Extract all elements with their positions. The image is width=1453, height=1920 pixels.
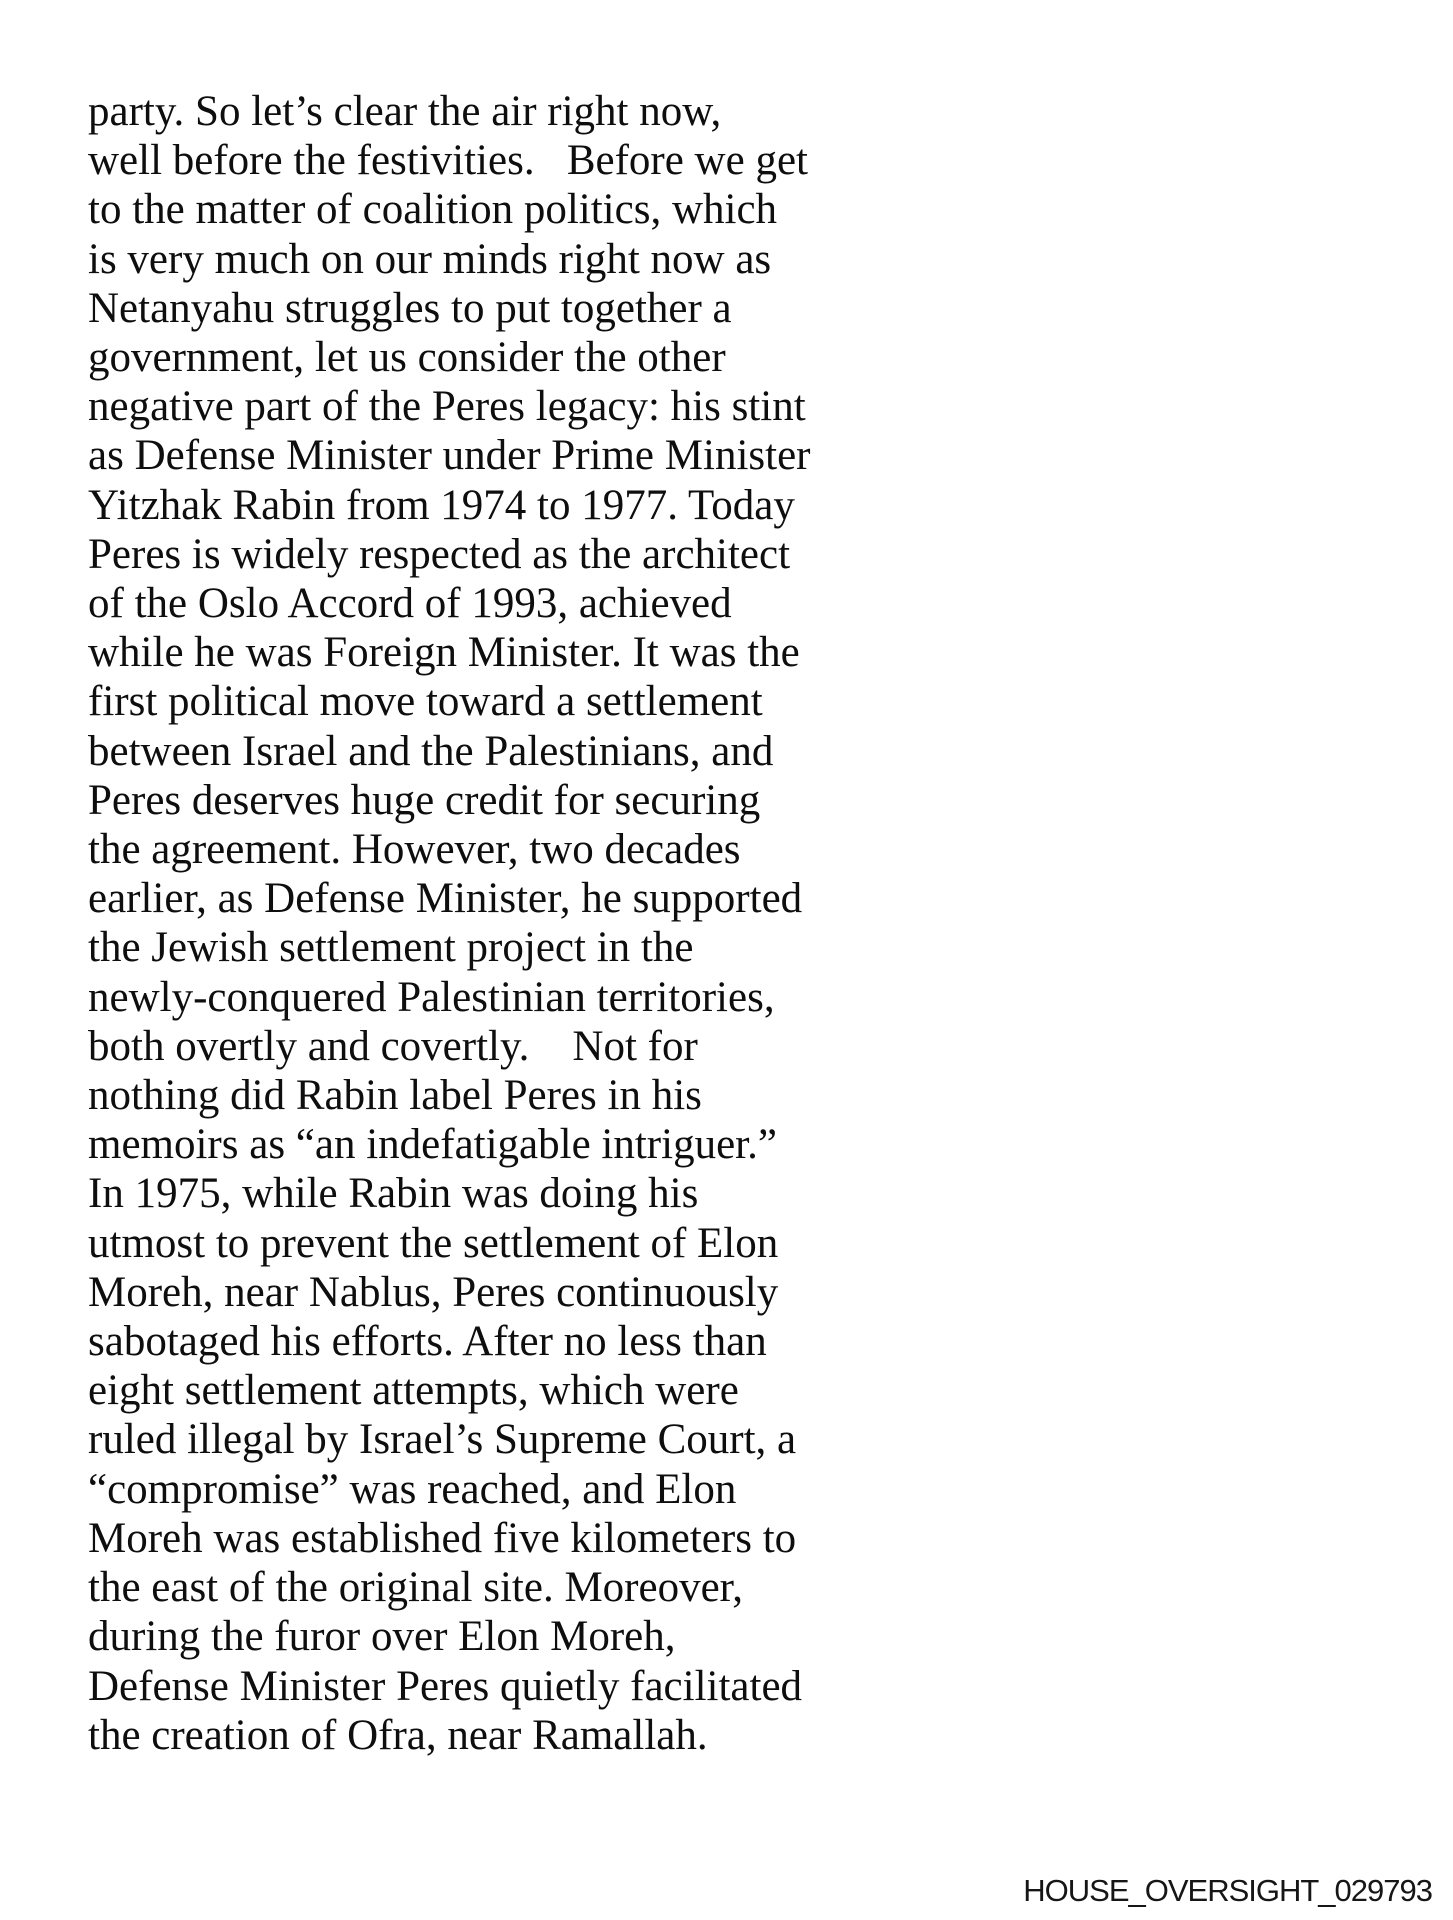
text-line: “compromise” was reached, and Elon [88,1465,737,1513]
text-line: earlier, as Defense Minister, he supported [88,875,803,923]
body-text-block [88,87,810,1760]
text-line: as Defense Minister under Prime Minister [88,432,811,480]
text-line: during the furor over Elon Moreh, [88,1613,676,1661]
text-line: is very much on our minds right now as [88,235,772,283]
text-line: between Israel and the Palestinians, and [88,727,774,775]
text-line: memoirs as “an indefatigable intriguer.” [88,1121,777,1169]
text-line: party. So let’s clear the air right now, [88,88,722,135]
text-line: ruled illegal by Israel’s Supreme Court, a [88,1416,797,1464]
text-line: Peres is widely respected as the architect [88,530,791,578]
text-line: Defense Minister Peres quietly facilitated [88,1662,803,1710]
text-line: the east of the original site. Moreover, [88,1564,744,1612]
text-line: sabotaged his efforts. After no less than [88,1318,767,1366]
text-line: eight settlement attempts, which were [88,1367,739,1415]
text-line: the agreement. However, two decades [88,826,741,874]
text-line: In 1975, while Rabin was doing his [88,1170,699,1218]
text-line: both overtly and covertly. Not for [88,1022,698,1070]
text-line: Moreh was established five kilometers to [88,1514,797,1562]
text-line: government, let us consider the other [88,334,726,382]
bates-number: HOUSE_OVERSIGHT_029793 [1023,1873,1432,1908]
text-line: utmost to prevent the settlement of Elon [88,1219,779,1267]
text-line: Moreh, near Nablus, Peres continuously [88,1268,779,1316]
text-line: Netanyahu struggles to put together a [88,284,732,332]
text-line: the creation of Ofra, near Ramallah. [88,1711,708,1759]
text-line: first political move toward a settlement [88,678,763,726]
text-line: well before the festivities. Before we get [88,137,808,185]
text-line: newly-conquered Palestinian territories, [88,973,775,1021]
text-line: negative part of the Peres legacy: his stint [88,383,806,431]
text-line: Yitzhak Rabin from 1974 to 1977. Today [88,481,795,529]
text-line: Peres deserves huge credit for securing [88,776,761,824]
text-line: of the Oslo Accord of 1993, achieved [88,580,732,628]
text-line: while he was Foreign Minister. It was the [88,629,800,677]
text-line: the Jewish settlement project in the [88,924,694,972]
text-line: nothing did Rabin label Peres in his [88,1072,702,1120]
text-line: to the matter of coalition politics, which [88,186,778,234]
